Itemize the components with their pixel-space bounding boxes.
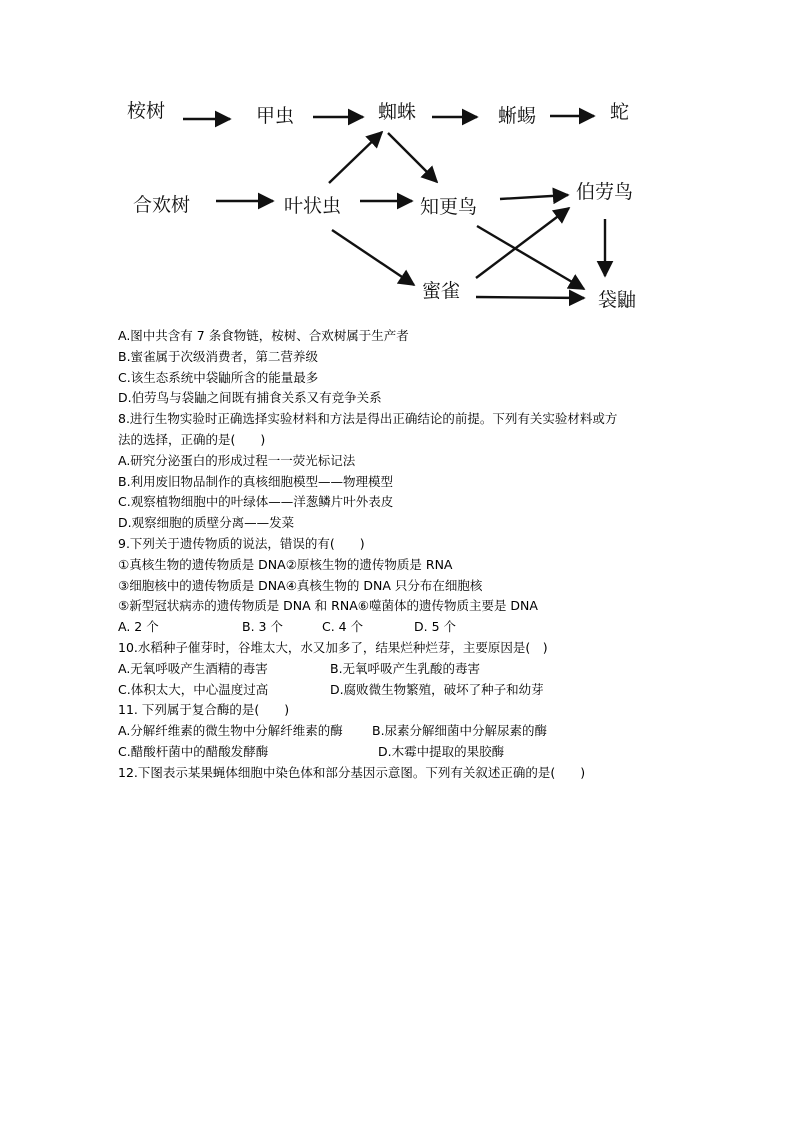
- arrow-leafinsect-spider: [329, 132, 382, 183]
- node-leaf-insect: 叶状虫: [284, 195, 342, 217]
- q9-statement-5: ⑤新型冠状病赤的遗传物质是 DNA 和 RNA: [118, 598, 358, 614]
- q11-options-cd: [118, 742, 698, 763]
- q10-option-c: C.体积太大，中心温度过高: [118, 681, 269, 697]
- q8-stem-line2: 法的选择，正确的是( ): [118, 431, 266, 447]
- q11-options-ab: [118, 721, 698, 742]
- q9-statement-4: ④真核生物的 DNA 只分布在细胞核: [285, 577, 483, 593]
- node-butcher-bird: 伯劳鸟: [576, 181, 634, 203]
- q8-stem-line1: 8.进行生物实验时正确选择实验材料和方法是得出正确结论的前提。下列有关实验材料或方: [118, 411, 618, 427]
- arrow-honeyeater-butcherbird: [476, 208, 569, 278]
- q11-option-a: A.分解纤维素的微生物中分解纤维素的酶: [118, 723, 343, 739]
- q12-stem: 12.下图表示某果蝇体细胞中染色体和部分基因示意图。下列有关叙述正确的是( ): [118, 764, 586, 780]
- arrow-shrike-bandicoot: [477, 226, 584, 289]
- node-honeyeater: 蜜雀: [422, 280, 461, 302]
- arrow-leafinsect-honeyeater: [332, 230, 414, 285]
- node-beetle: 甲虫: [256, 105, 295, 127]
- arrow-shrike-butcherbird: [500, 195, 568, 199]
- q9-option-a: A. 2 个: [118, 619, 159, 635]
- q8-option-b: B.利用废旧物品制作的真核细胞模型——物理模型: [118, 473, 394, 489]
- q11-option-b: B.尿素分解细菌中分解尿素的酶: [372, 723, 548, 739]
- q10-option-a: A.无氧呼吸产生酒精的毒害: [118, 660, 268, 676]
- q7-option-c: C.该生态系统中袋鼬所含的能量最多: [118, 369, 319, 385]
- q8-option-c: C.观察植物细胞中的叶绿体——洋葱鳞片叶外表皮: [118, 494, 394, 510]
- q11-stem: 11. 下列属于复合酶的是( ): [118, 702, 290, 718]
- q11-option-d: D.木霉中提取的果胶酶: [378, 743, 505, 759]
- q7-option-d: D.伯劳鸟与袋鼬之间既有捕食关系又有竞争关系: [118, 390, 382, 406]
- node-lizard: 蜥蜴: [498, 105, 537, 127]
- q10-options-ab: [118, 659, 698, 680]
- q9-stem: 9.下列关于遗传物质的说法，错误的有( ): [118, 535, 365, 551]
- node-eucalyptus: 桉树: [127, 100, 166, 122]
- q10-option-b: B.无氧呼吸产生乳酸的毒害: [330, 660, 481, 676]
- q11-option-c: C.醋酸杆菌中的醋酸发酵酶: [118, 743, 269, 759]
- arrow-honeyeater-bandicoot: [476, 297, 584, 298]
- q9-statements-5-6: [118, 596, 698, 617]
- node-spider: 蜘蛛: [378, 101, 417, 123]
- q10-option-d: D.腐败微生物繁殖，破坏了种子和幼芽: [330, 681, 544, 697]
- q9-statements-3-4: [118, 576, 698, 597]
- q9-option-c: C. 4 个: [322, 619, 364, 635]
- question-text: [118, 326, 698, 784]
- q9-options: [118, 617, 698, 638]
- q9-statement-2: ②原核生物的遗传物质是 RNA: [285, 556, 453, 572]
- food-web-arrows: [110, 88, 670, 323]
- q9-statements-1-2: [118, 555, 698, 576]
- node-snake: 蛇: [610, 101, 630, 123]
- node-shrike-thrush: 知更鸟: [420, 196, 478, 218]
- food-web-diagram: [110, 88, 670, 323]
- q8-option-a: A.研究分泌蛋白的形成过程一一荧光标记法: [118, 452, 356, 468]
- q9-option-b: B. 3 个: [242, 619, 283, 635]
- q8-option-d: D.观察细胞的质壁分离——发菜: [118, 515, 295, 531]
- q9-statement-1: ①真核生物的遗传物质是 DNA: [118, 556, 286, 572]
- node-albizia: 合欢树: [133, 194, 191, 216]
- q9-option-d: D. 5 个: [414, 619, 456, 635]
- arrow-spider-shrike: [388, 133, 437, 182]
- node-bandicoot: 袋鼬: [598, 289, 637, 311]
- q7-option-b: B.蜜雀属于次级消费者，第二营养级: [118, 348, 319, 364]
- q9-statement-6: ⑥噬菌体的遗传物质主要是 DNA: [357, 598, 538, 614]
- q9-statement-3: ③细胞核中的遗传物质是 DNA: [118, 577, 286, 593]
- q10-stem: 10.水稻种子催芽时，谷堆太大，水又加多了，结果烂种烂芽，主要原因是( ): [118, 639, 548, 655]
- q10-options-cd: [118, 680, 698, 701]
- q7-option-a: A.图中共含有 7 条食物链，桉树、合欢树属于生产者: [118, 328, 409, 343]
